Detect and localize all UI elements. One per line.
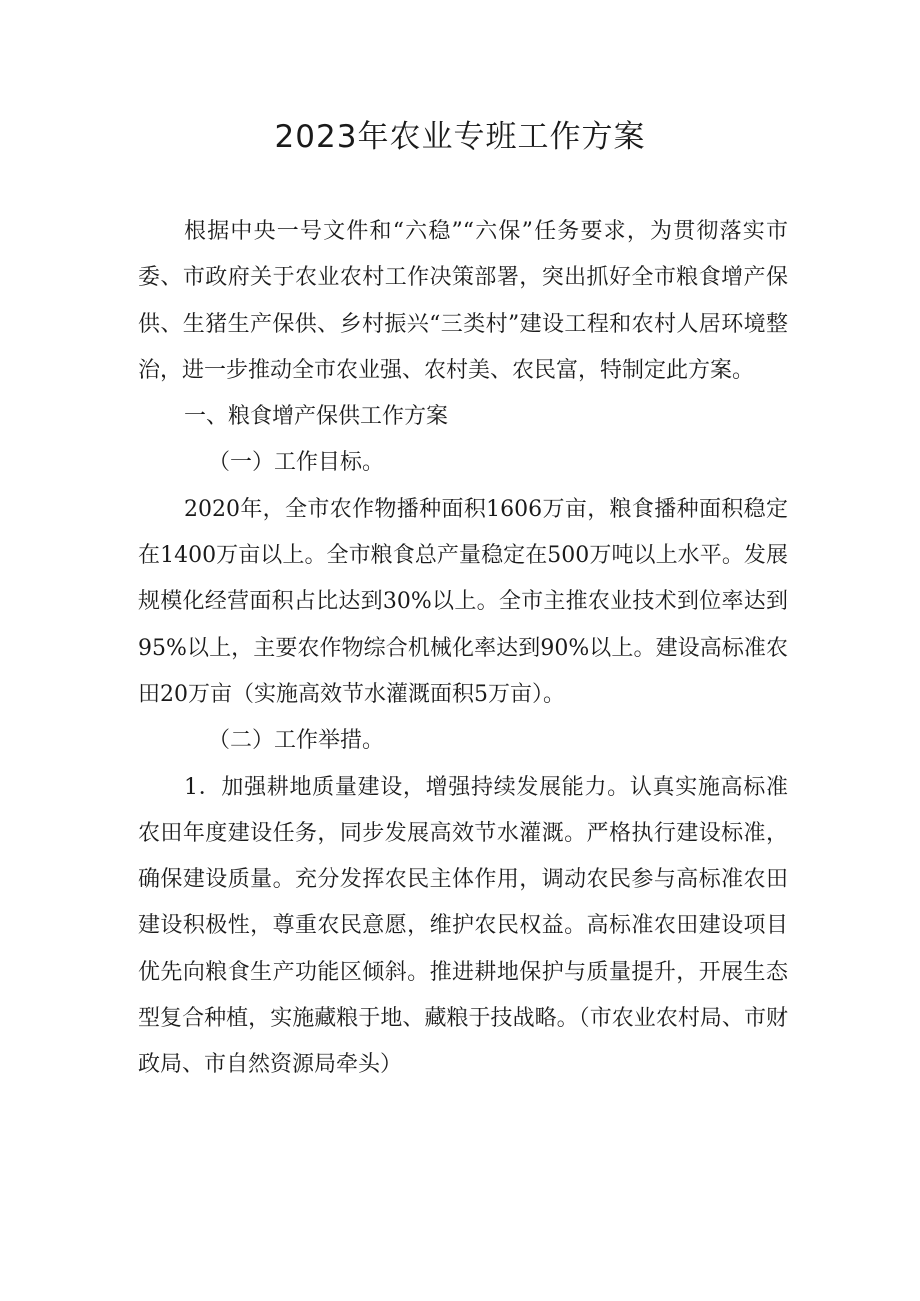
subsection-heading-measures: （二）工作举措。 [208, 728, 385, 754]
section-heading-1: 一、粮食增产保供工作方案 [184, 404, 449, 430]
goals-paragraph: 2020年，全市农作物播种面积1606万亩，粮食播种面积稳定在1400万亩以上。全市粮食总产量稳定在500万吨以上水平。发展规模化经营面积占比达到30%以上。全市主推农业技术到位率达到95%以上，主要农作物综合机械化率达到90%以上。建设高标准农田20万亩（实施高效节水灌溉面积5万亩）。 [138, 496, 788, 707]
measure-paragraph-1: 1．加强耕地质量建设，增强持续发展能力。认真实施高标准农田年度建设任务，同步发展高效节水灌溉。严格执行建设标准，确保建设质量。充分发挥农民主体作用，调动农民参与高标准农田建设积极性，尊重农民意愿，维护农民权益。高标准农田建设项目优先向粮食生产功能区倾斜。推进耕地保护与质量提升，开展生态型复合种植，实施藏粮于地、藏粮于技战略。（市农业农村局、市财政局、市自然资源局牵头） [138, 774, 788, 1078]
subsection-heading-goals: （一）工作目标。 [208, 450, 385, 476]
intro-paragraph: 根据中央一号文件和“六稳”“六保”任务要求，为贯彻落实市委、市政府关于农业农村工作决策部署，突出抓好全市粮食增产保供、生猪生产保供、乡村振兴“三类村”建设工程和农村人居环境整治，进一步推动全市农业强、农村美、农民富，特制定此方案。 [138, 219, 788, 383]
document-title: 2023年农业专班工作方案 [274, 119, 646, 155]
document-body [138, 209, 788, 1089]
